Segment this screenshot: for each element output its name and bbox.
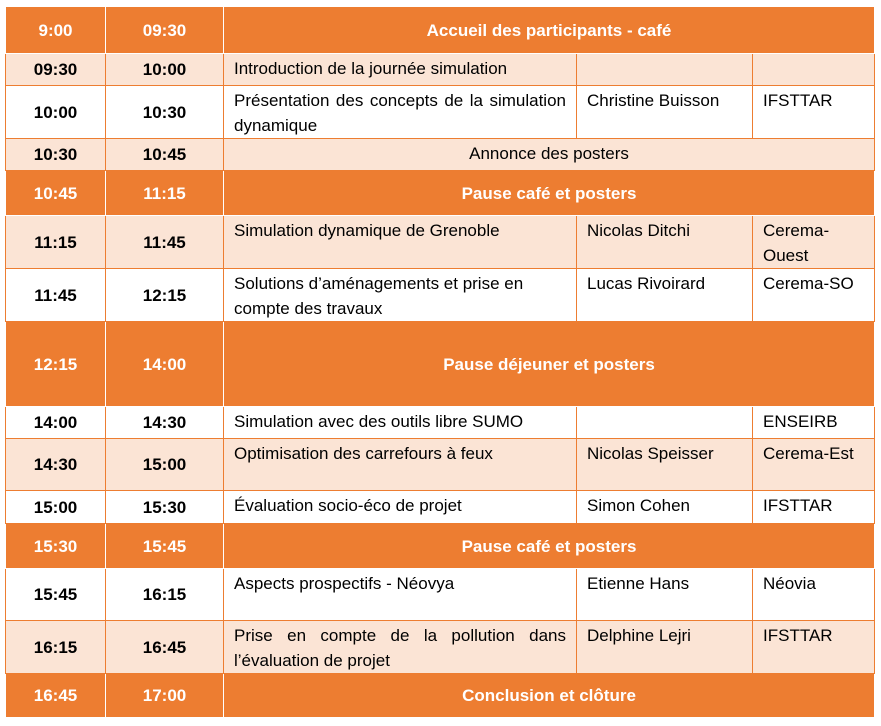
session-title: Conclusion et clôture [224,674,875,718]
schedule-row [6,54,875,86]
start-time: 10:30 [6,139,106,171]
organization [753,54,875,86]
start-time: 10:00 [6,86,106,139]
organization: IFSTTAR [753,621,875,674]
schedule-row-poster-announcement [6,139,875,171]
schedule-row-lunch-break [6,322,875,407]
session-title: Simulation dynamique de Grenoble [224,216,577,269]
speaker-name: Simon Cohen [577,491,753,524]
session-title: Aspects prospectifs - Néovya [224,569,577,621]
start-time: 16:45 [6,674,106,718]
session-title: Pause déjeuner et posters [224,322,875,407]
start-time: 16:15 [6,621,106,674]
schedule-row [6,269,875,322]
organization: IFSTTAR [753,86,875,139]
organization: Cerema-Est [753,439,875,491]
schedule-row-closing [6,674,875,718]
schedule-row-coffee-break [6,171,875,216]
schedule-row [6,491,875,524]
session-title: Évaluation socio-éco de projet [224,491,577,524]
schedule-row [6,216,875,269]
end-time: 15:30 [106,491,224,524]
session-title: Optimisation des carrefours à feux [224,439,577,491]
schedule-row [6,407,875,439]
session-title: Introduction de la journée simulation [224,54,577,86]
start-time: 9:00 [6,7,106,54]
schedule-row [6,439,875,491]
speaker-name: Delphine Lejri [577,621,753,674]
start-time: 15:00 [6,491,106,524]
end-time: 17:00 [106,674,224,718]
end-time: 11:15 [106,171,224,216]
start-time: 10:45 [6,171,106,216]
end-time: 10:30 [106,86,224,139]
speaker-name: Etienne Hans [577,569,753,621]
speaker-name: Nicolas Speisser [577,439,753,491]
schedule-row [6,621,875,674]
end-time: 12:15 [106,269,224,322]
speaker-name: Nicolas Ditchi [577,216,753,269]
session-title: Simulation avec des outils libre SUMO [224,407,577,439]
start-time: 15:45 [6,569,106,621]
session-title: Présentation des concepts de la simulation dynamique [224,86,577,139]
organization: IFSTTAR [753,491,875,524]
speaker-name: Christine Buisson [577,86,753,139]
session-title: Accueil des participants - café [224,7,875,54]
end-time: 10:45 [106,139,224,171]
end-time: 16:15 [106,569,224,621]
end-time: 10:00 [106,54,224,86]
session-title: Annonce des posters [224,139,875,171]
start-time: 12:15 [6,322,106,407]
start-time: 11:45 [6,269,106,322]
end-time: 14:30 [106,407,224,439]
start-time: 15:30 [6,524,106,569]
speaker-name: Lucas Rivoirard [577,269,753,322]
session-title: Solutions d’aménagements et prise en compte des travaux [224,269,577,322]
end-time: 15:00 [106,439,224,491]
end-time: 15:45 [106,524,224,569]
session-title: Pause café et posters [224,171,875,216]
speaker-name [577,407,753,439]
start-time: 14:30 [6,439,106,491]
organization: ENSEIRB [753,407,875,439]
end-time: 09:30 [106,7,224,54]
start-time: 09:30 [6,54,106,86]
schedule-row-welcome [6,7,875,54]
organization: Néovia [753,569,875,621]
schedule-row [6,86,875,139]
end-time: 11:45 [106,216,224,269]
session-title: Prise en compte de la pollution dans l’évaluation de projet [224,621,577,674]
schedule-row [6,569,875,621]
end-time: 16:45 [106,621,224,674]
start-time: 11:15 [6,216,106,269]
schedule-row-coffee-break [6,524,875,569]
speaker-name [577,54,753,86]
start-time: 14:00 [6,407,106,439]
organization: Cerema-SO [753,269,875,322]
organization: Cerema-Ouest [753,216,875,269]
session-title: Pause café et posters [224,524,875,569]
end-time: 14:00 [106,322,224,407]
schedule-table [5,6,875,718]
